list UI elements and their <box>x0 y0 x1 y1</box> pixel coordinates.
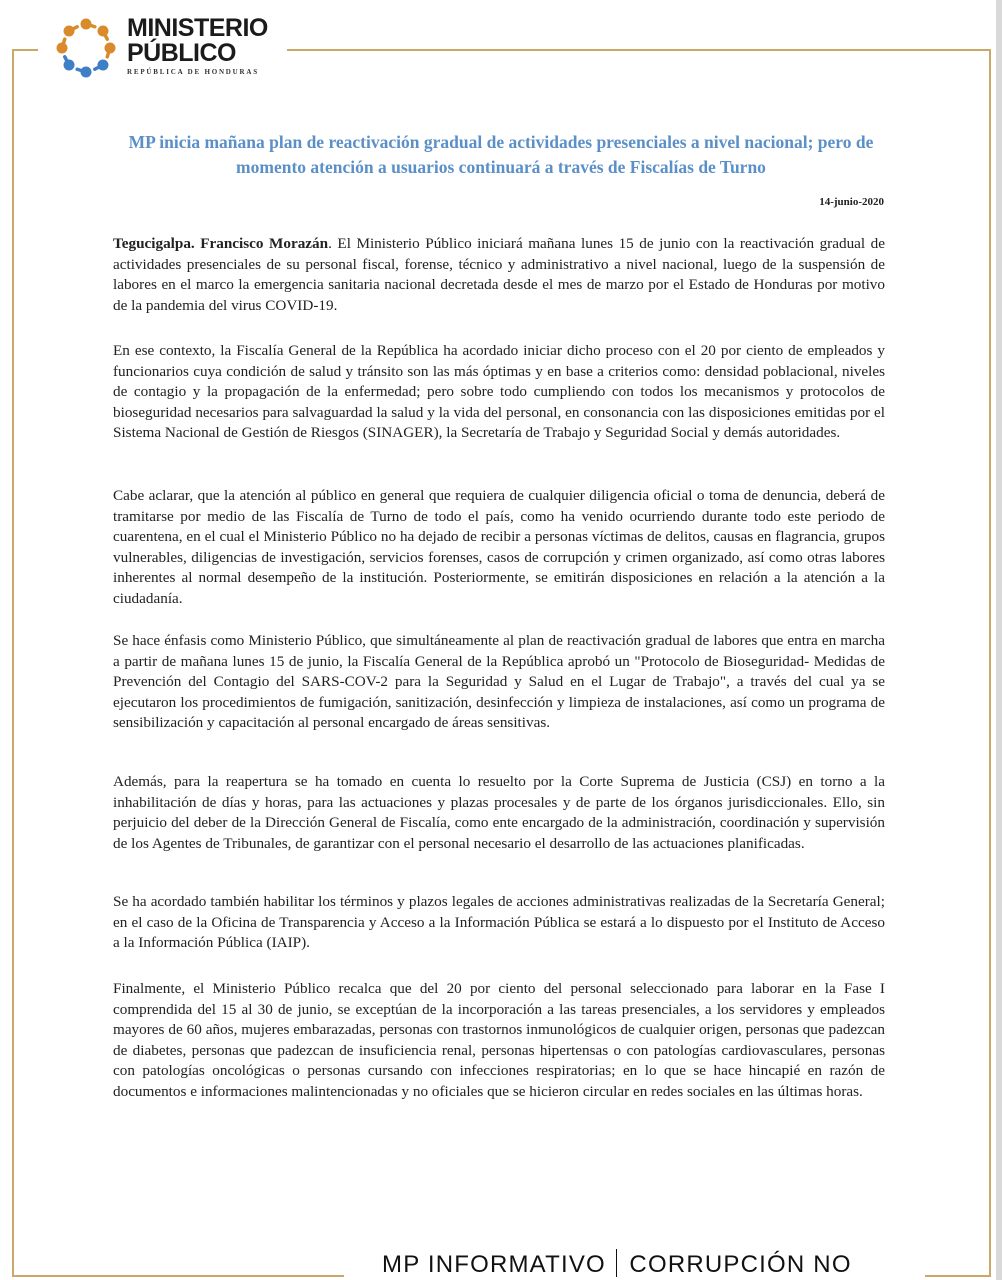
paragraph-2: En ese contexto, la Fiscalía General de la República ha acordado iniciar dicho proceso con el 20 por ciento de empleados y funcionarios cuya condición de salud y tránsito son las más óptimas y en base a criterios como: densidad poblacional, niveles de contagio y la propagación de la enfermedad; pero sobre todo cumpliendo con todos los mecanismos y protocolos de bioseguridad necesarios para salvaguardad la salud y la vida del personal, en consonancia con las disposiciones emitidas por el Sistema Nacional de Gestión de Riesgos (SINAGER), la Secretaría de Trabajo y Seguridad Social y demás autoridades. <box>113 342 885 441</box>
paragraph-1-text: . El Ministerio Público iniciará mañana lunes 15 de junio con la reactivación gradual de actividades presenciales de su personal fiscal, forense, técnico y administrativo a nivel nacional, luego de la suspensión de labores en el marco la emergencia sanitaria nacional decretada desde el mes de marzo por el Estado de Honduras por motivo de la pandemia del virus COVID-19. <box>113 235 885 314</box>
page-edge-shadow <box>996 0 1002 1280</box>
logo-line-publico: PÚBLICO <box>127 39 236 67</box>
dateline: Tegucigalpa. Francisco Morazán <box>113 235 329 252</box>
press-release-headline: MP inicia mañana plan de reactivación gradual de actividades presenciales a nivel nacional; pero de momento atención a usuarios continuará a través de Fiscalías de Turno <box>128 132 874 177</box>
paragraph-3: Cabe aclarar, que la atención al público en general que requiera de cualquier diligencia oficial o toma de denuncia, deberá de tramitarse por medio de las Fiscalía de Turno de todo el país, como ha venido ocurriendo durante todo este periodo de cuarentena, en el cual el Ministerio Público no ha dejado de recibir a personas víctimas de delitos, causas en flagrancia, grupos vulnerables, diligencias de investigación, servicios forenses, casos de corrupción y crimen organizado, así como otras labores inherentes al normal desempeño de la institución. Posteriormente, se emitirán disposiciones en relación a la atención a la ciudadanía. <box>113 487 885 607</box>
paragraph-7: Finalmente, el Ministerio Público recalca que del 20 por ciento del personal seleccionado para laborar en la Fase I comprendida del 15 al 30 de junio, se exceptúan de la incorporación a las tareas presenciales, a los servidores y empleados mayores de 60 años, mujeres embarazadas, personas con trastornos inmunológicos de cualquier origen, personas que padezcan de diabetes, personas que padezcan de insuficiencia renal, personas hipertensas o con patologías cardiovasculares, personas con patologías oncológicas o personas cursando con infecciones respiratorias; en lo que se hace hincapié en razón de documentos e informaciones malintencionadas y no oficiales que se hicieron circular en redes sociales en las últimas horas. <box>113 980 885 1100</box>
logo-wordmark <box>127 16 268 76</box>
paragraph-6: Se ha acordado también habilitar los términos y plazos legales de acciones administrativas realizadas de la Secretaría General; en el caso de la Oficina de Transparencia y Acceso a la Información Pública se estará a lo dispuesto por el Instituto de Acceso a la Información Pública (IAIP). <box>113 893 885 951</box>
people-circle-emblem-icon <box>52 14 120 82</box>
paragraph-4: Se hace énfasis como Ministerio Público, que simultáneamente al plan de reactivación gradual de labores que entra en marcha a partir de mañana lunes 15 de junio, la Fiscalía General de la República aprobó un "Protocolo de Bioseguridad- Medidas de Prevención del Contagio del SARS-COV-2 para la Seguridad y Salud en el Lugar de Trabajo", a través del cual ya se ejecutaron los procedimientos de fumigación, sanitización, desinfección y limpieza de instalaciones, así como un programa de sensibilización y capacitación al personal encargado de áreas sensitivas. <box>113 632 885 731</box>
footer-separator <box>616 1249 618 1277</box>
logo-line-ministerio: MINISTERIO <box>127 14 268 42</box>
frame-top-left-stub <box>12 49 38 51</box>
frame-bottom-left-line <box>12 1275 344 1277</box>
footer-corrupcion-no: CORRUPCIÓN NO <box>629 1251 852 1278</box>
logo-subtitle: REPÚBLICA DE HONDURAS <box>127 68 259 76</box>
paragraph-1 <box>113 234 885 316</box>
frame-top-line <box>287 49 991 51</box>
frame-bottom-right-stub <box>925 1275 991 1277</box>
press-release-date: 14-junio-2020 <box>819 196 884 208</box>
footer-slogan <box>382 1249 852 1279</box>
frame-right-line <box>989 49 991 1276</box>
paragraph-5: Además, para la reapertura se ha tomado en cuenta lo resuelto por la Corte Suprema de Justicia (CSJ) en torno a la inhabilitación de días y horas, para las actuaciones y plazas procesales y de parte de los órganos jurisdiccionales. Ello, sin perjuicio del deber de la Dirección General de Fiscalía, como ente encargado de la administración, coordinación y supervisión de los Agentes de Tribunales, de garantizar con el personal necesario el desarrollo de las actuaciones planificadas. <box>113 773 885 852</box>
footer-mp-informativo: MP INFORMATIVO <box>382 1251 606 1278</box>
ministerio-publico-logo <box>52 14 282 86</box>
frame-left-line <box>12 49 14 1276</box>
